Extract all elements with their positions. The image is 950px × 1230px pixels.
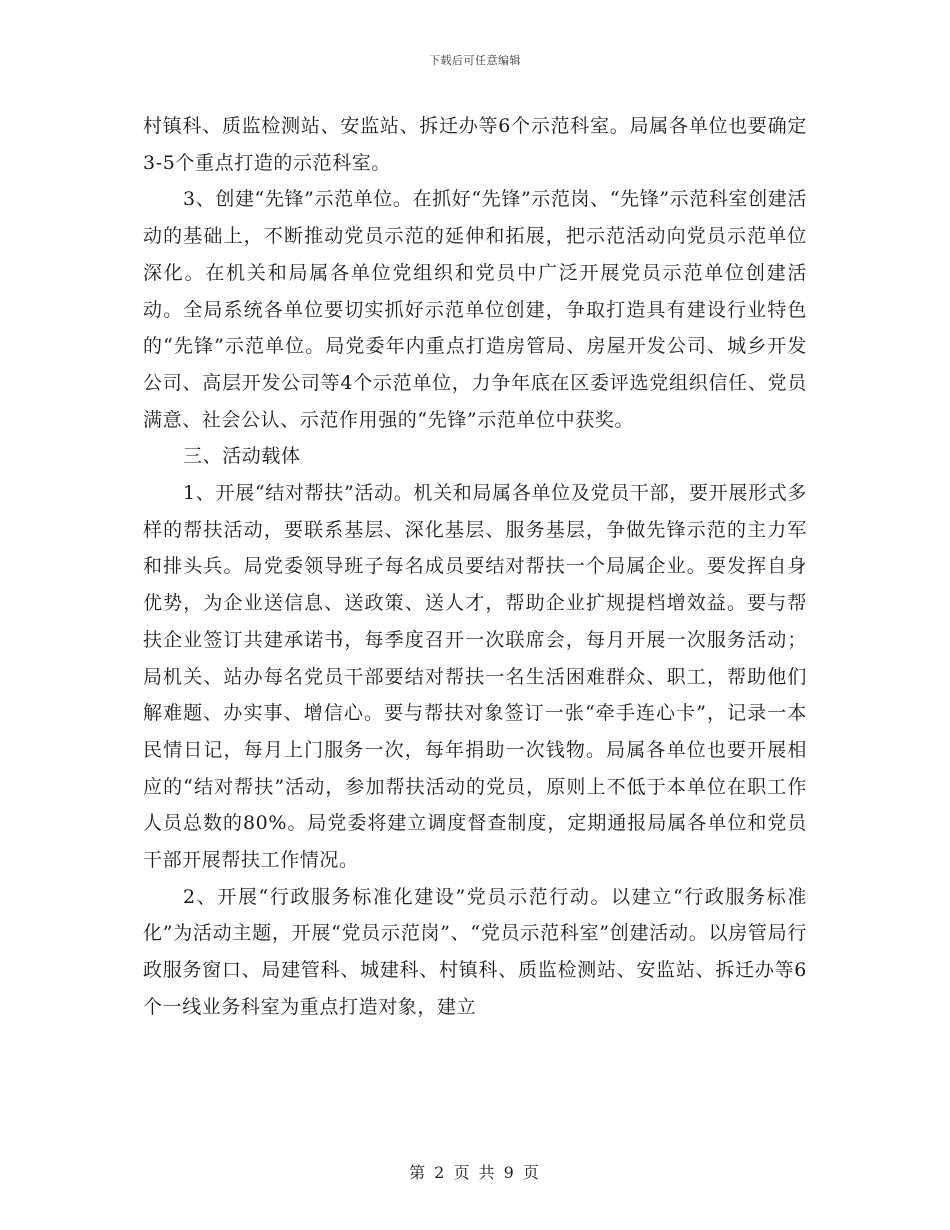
- page-number: 第 2 页 共 9 页: [409, 1163, 541, 1182]
- page-header-note: 下载后可任意编辑: [429, 54, 521, 67]
- paragraph-pairing-assistance: 1、开展“结对帮扶”活动。机关和局属各单位及党员干部，要开展形式多样的帮扶活动，要联系基层、深化基层、服务基层，争做先锋示范的主力军和排头兵。局党委领导班子每名成员要结对帮扶一个局属企业。要发挥自身优势，为企业送信息、送政策、送人才，帮助企业扩规提档增效益。要与帮扶企业签订共建承诺书，每季度召开一次联席会，每月开展一次服务活动；局机关、站办每名党员干部要结对帮扶一名生活困难群众、职工，帮助他们解难题、办实事、增信心。要与帮扶对象签订一张“牵手连心卡”，记录一本民情日记，每月上门服务一次，每年捐助一次钱物。局属各单位也要开展相应的“结对帮扶”活动，参加帮扶活动的党员，原则上不低于本单位在职工作人员总数的80%。局党委将建立调度督查制度，定期通报局属各单位和党员干部开展帮扶工作情况。: [143, 482, 807, 872]
- paragraph-service-standardization: 2、开展“行政服务标准化建设”党员示范行动。以建立“行政服务标准化”为活动主题，开展“党员示范岗”、“党员示范科室”创建活动。以房管局行政服务窗口、局建管科、城建科、村镇科、质监检测站、安监站、拆迁办等6个一线业务科室为重点打造对象，建立: [143, 885, 807, 1018]
- section-heading-activity-carrier: 三、活动载体: [183, 445, 301, 468]
- paragraph-continued: 村镇科、质监检测站、安监站、拆迁办等6个示范科室。局属各单位也要确定3-5个重点打造的示范科室。: [143, 115, 807, 174]
- document-body: [143, 108, 807, 1026]
- paragraph-pioneer-unit: 3、创建“先锋”示范单位。在抓好“先锋”示范岗、“先锋”示范科室创建活动的基础上，不断推动党员示范的延伸和拓展，把示范活动向党员示范单位深化。在机关和局属各单位党组织和党员中广泛开展党员示范单位创建活动。全局系统各单位要切实抓好示范单位创建，争取打造具有建设行业特色的“先锋”示范单位。局党委年内重点打造房管局、房屋开发公司、城乡开发公司、高层开发公司等4个示范单位，力争年底在区委评选党组织信任、党员满意、社会公认、示范作用强的“先锋”示范单位中获奖。: [143, 188, 807, 431]
